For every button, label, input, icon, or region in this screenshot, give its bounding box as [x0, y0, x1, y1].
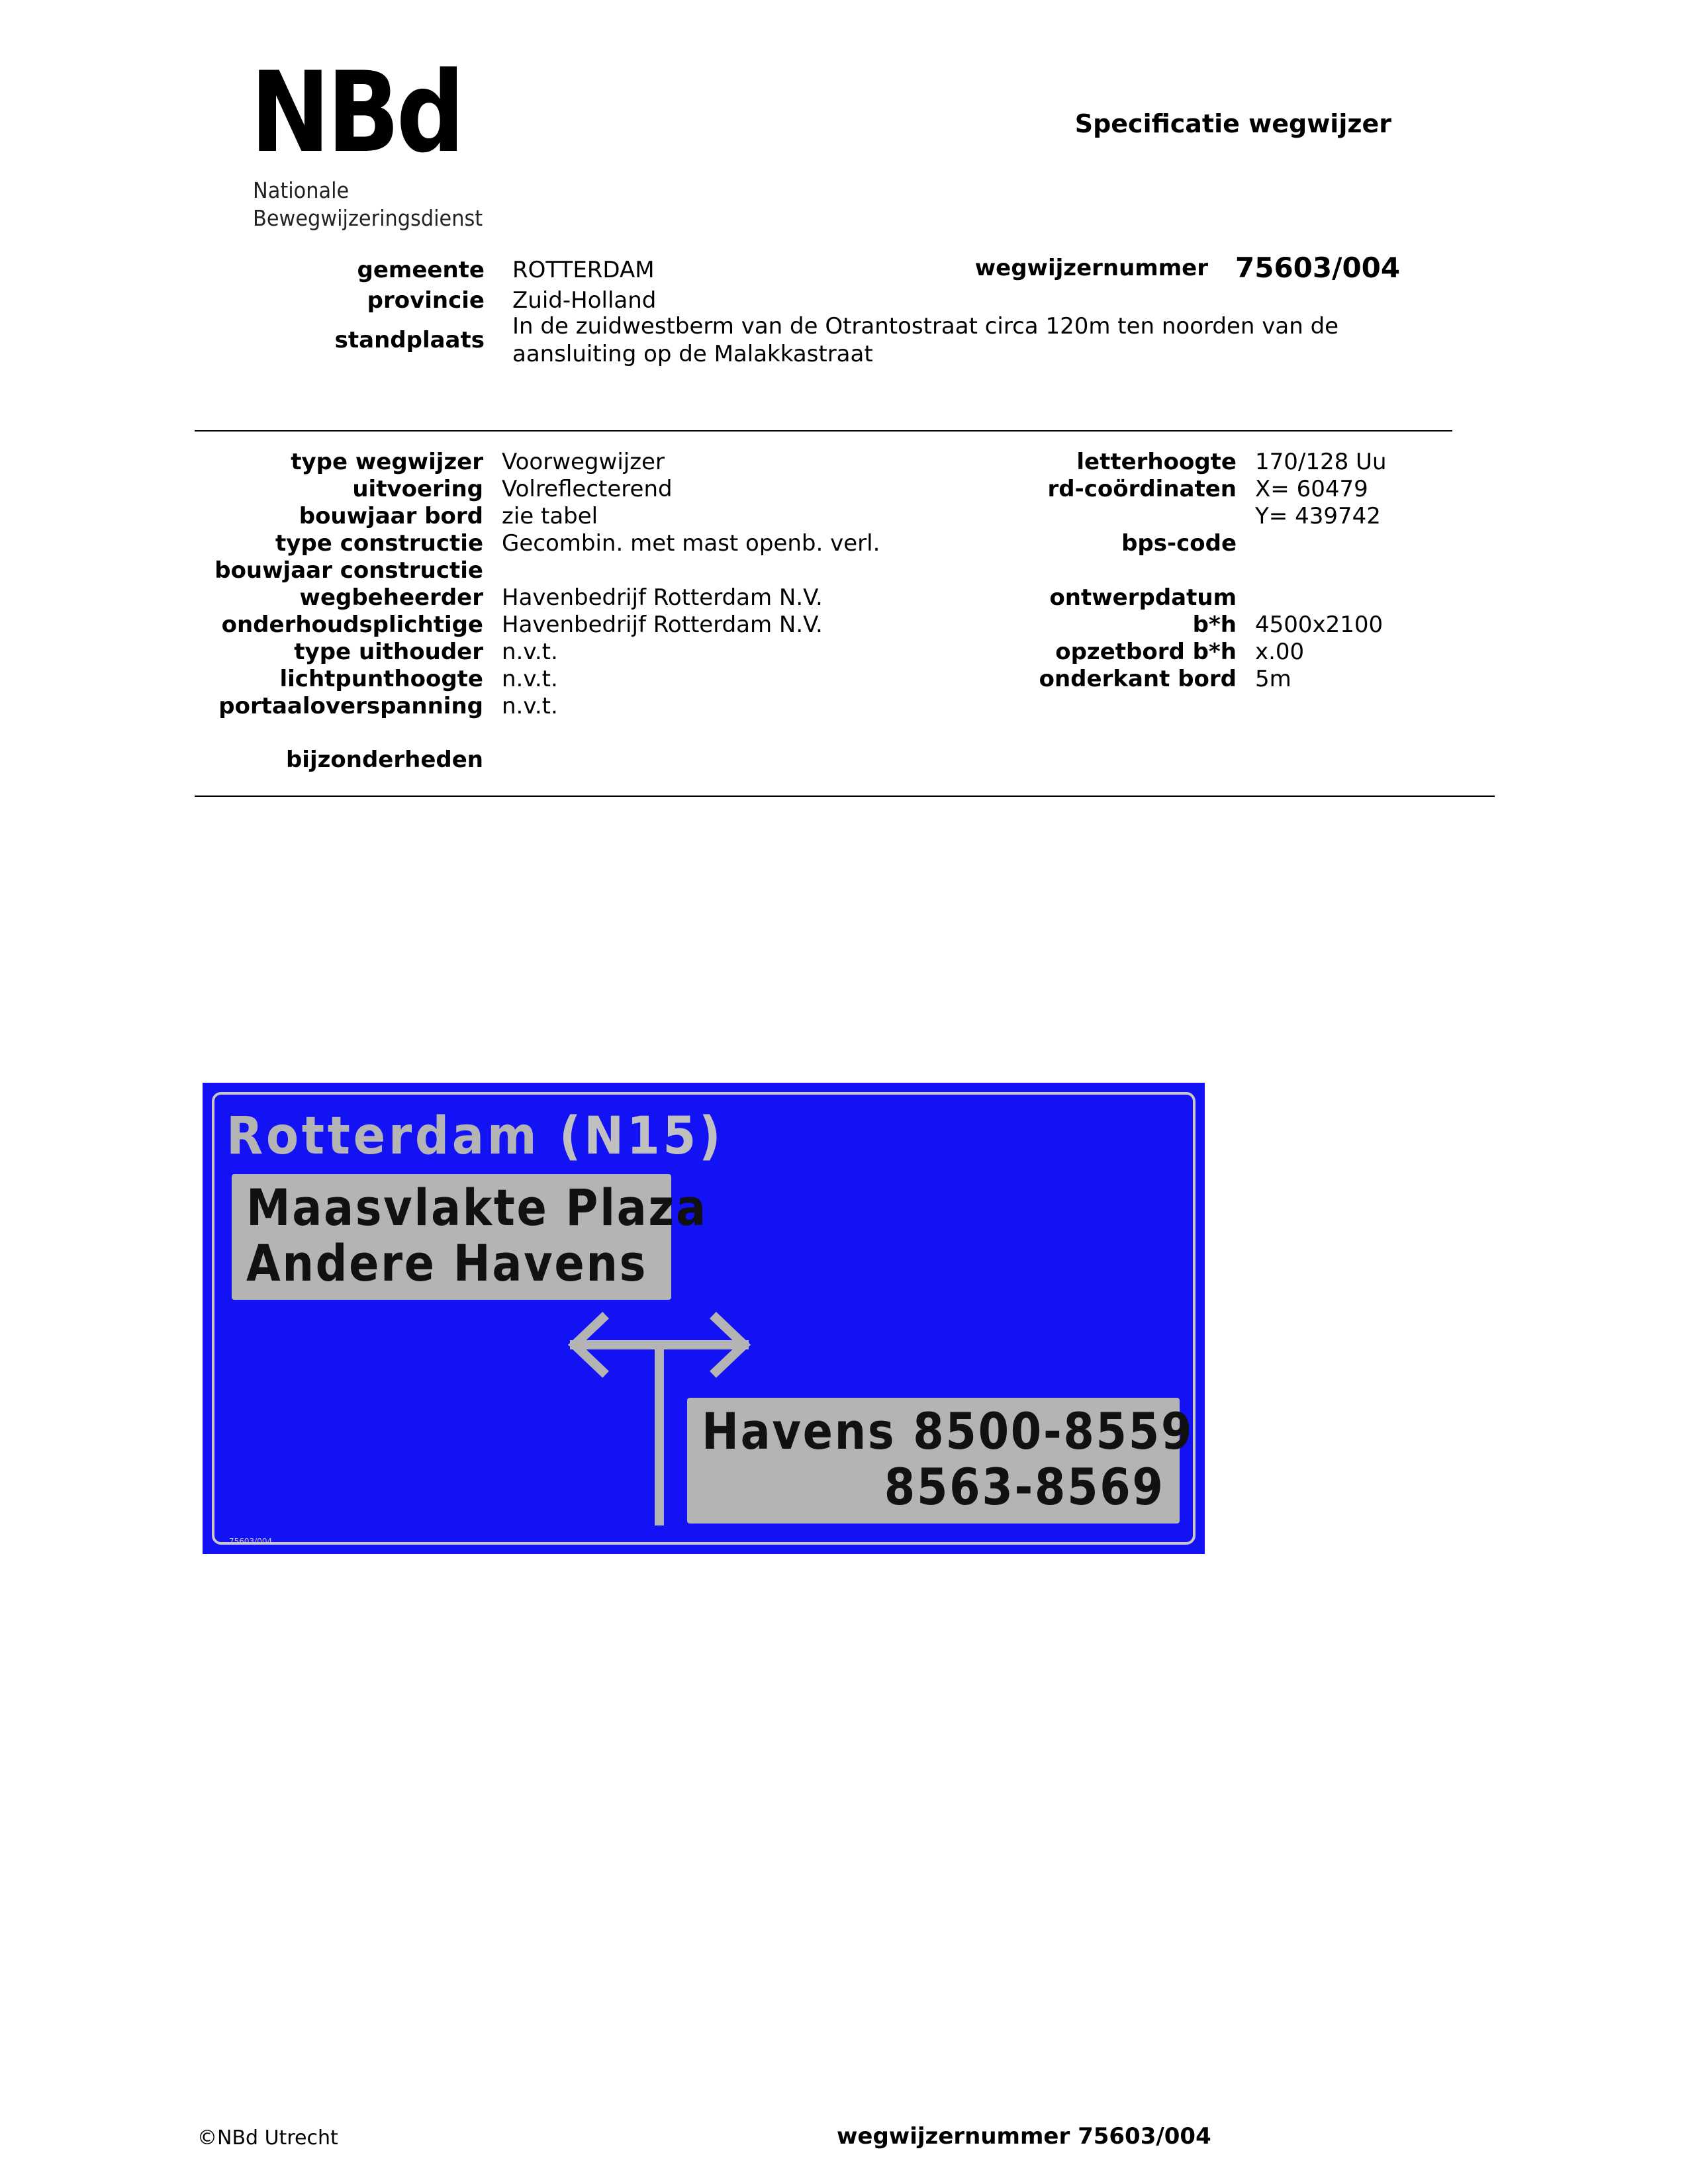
spec-label-bxh: b*h — [1192, 612, 1237, 638]
spec-value-opzetbord: x.00 — [1255, 639, 1305, 665]
wegwijzernummer-label: wegwijzernummer — [974, 255, 1208, 281]
sign-panel-right-line1: Havens 8500-8559 — [702, 1402, 1194, 1461]
sign-panel-left-line2: Andere Havens — [246, 1234, 648, 1293]
spec-label-bouwjaar-constructie: bouwjaar constructie — [214, 557, 483, 584]
bijzonderheden-label: bijzonderheden — [285, 747, 483, 773]
spec-value-bouwjaar-bord: zie tabel — [502, 503, 598, 529]
nbd-logo: NBd — [250, 48, 461, 177]
gemeente-label: gemeente — [357, 257, 485, 283]
standplaats-value: In de zuidwestberm van de Otrantostraat circa 120m ten noorden van de aansluiting op de Malakkastraat — [512, 313, 1339, 367]
spec-value-lichtpunthoogte: n.v.t. — [502, 666, 558, 692]
spec-value-rd-x: X= 60479 — [1255, 476, 1368, 502]
footer-wegwijzernummer: wegwijzernummer 75603/004 — [837, 2123, 1211, 2150]
sign-panel-left-line1: Maasvlakte Plaza — [246, 1178, 708, 1237]
logo-subtitle-line2: Bewegwijzeringsdienst — [253, 205, 483, 231]
spec-value-type-uithouder: n.v.t. — [502, 639, 558, 665]
spec-value-uitvoering: Volreflecterend — [502, 476, 673, 502]
spec-label-rd-coordinaten: rd-coördinaten — [1047, 476, 1237, 502]
spec-value-onderkant-bord: 5m — [1255, 666, 1291, 692]
spec-value-wegbeheerder: Havenbedrijf Rotterdam N.V. — [502, 584, 823, 611]
spec-label-ontwerpdatum: ontwerpdatum — [1049, 584, 1237, 611]
footer-copyright: ©NBd Utrecht — [197, 2126, 338, 2150]
divider-top — [195, 430, 1452, 432]
spec-value-rd-y: Y= 439742 — [1255, 503, 1381, 529]
divider-bottom — [195, 796, 1495, 797]
logo-subtitle-line1: Nationale — [253, 177, 350, 203]
spec-label-bouwjaar-bord: bouwjaar bord — [299, 503, 483, 529]
spec-value-bxh: 4500x2100 — [1255, 612, 1383, 638]
standplaats-label: standplaats — [334, 327, 485, 353]
spec-label-lichtpunthoogte: lichtpunthoogte — [279, 666, 483, 692]
spec-label-uitvoering: uitvoering — [352, 476, 483, 502]
spec-value-type-wegwijzer: Voorwegwijzer — [502, 449, 665, 475]
provincie-label: provincie — [367, 287, 485, 314]
spec-value-portaaloverspanning: n.v.t. — [502, 693, 558, 719]
gemeente-value: ROTTERDAM — [512, 257, 655, 283]
spec-label-type-uithouder: type uithouder — [294, 639, 483, 665]
sign-panel-right — [687, 1398, 1194, 1524]
spec-value-letterhoogte: 170/128 Uu — [1255, 449, 1387, 475]
spec-label-type-constructie: type constructie — [275, 530, 483, 557]
sign-route-number: (N15) — [559, 1107, 724, 1166]
spec-label-letterhoogte: letterhoogte — [1076, 449, 1237, 475]
spec-value-type-constructie: Gecombin. met mast openb. verl. — [502, 530, 880, 557]
spec-label-onderhoudsplichtige: onderhoudsplichtige — [221, 612, 483, 638]
road-sign — [203, 1083, 1205, 1554]
sign-destination-rotterdam: Rotterdam — [226, 1107, 540, 1166]
provincie-value: Zuid-Holland — [512, 287, 657, 314]
spec-label-onderkant-bord: onderkant bord — [1039, 666, 1237, 692]
sign-code: 75603/004 — [229, 1537, 273, 1546]
spec-value-onderhoudsplichtige: Havenbedrijf Rotterdam N.V. — [502, 612, 823, 638]
spec-label-bps-code: bps-code — [1121, 530, 1237, 557]
sign-panel-right-line2: 8563-8569 — [884, 1457, 1165, 1516]
spec-label-opzetbord: opzetbord b*h — [1055, 639, 1237, 665]
spec-label-type-wegwijzer: type wegwijzer — [291, 449, 483, 475]
wegwijzernummer-value: 75603/004 — [1235, 251, 1401, 284]
document-title: Specificatie wegwijzer — [1074, 109, 1391, 138]
spec-label-wegbeheerder: wegbeheerder — [299, 584, 483, 611]
spec-label-portaaloverspanning: portaaloverspanning — [218, 693, 483, 719]
